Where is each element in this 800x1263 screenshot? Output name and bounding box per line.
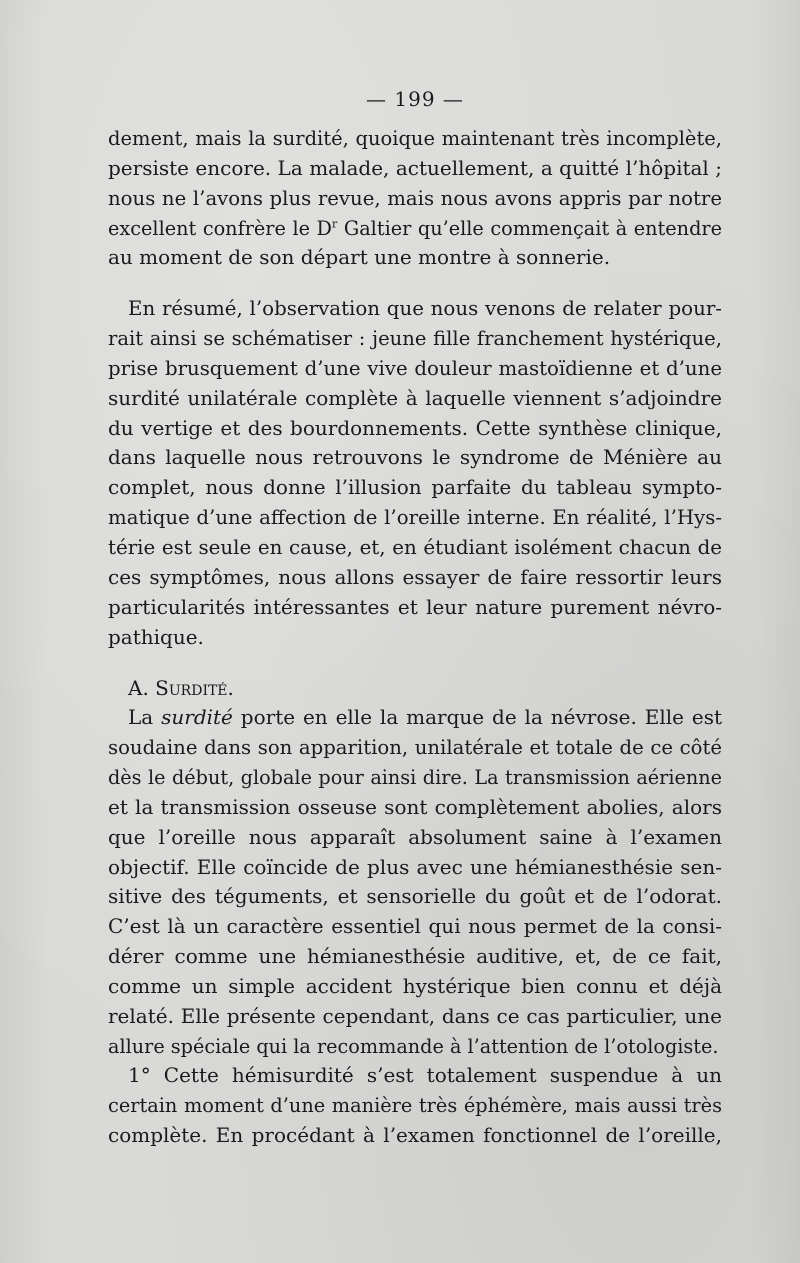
text-line: allure spéciale qui la recommande à l’attention de l’otologiste. [108,1034,719,1058]
text-line: particularités intéressantes et leur nature purement névro- [108,594,722,619]
text-line: C’est là un caractère essentiel qui nous permet de la consi- [108,914,722,939]
text-line: soudaine dans son apparition, unilatérale et totale de ce côté [108,736,722,760]
text-segment: Galtier qu’elle commençait à entendre [337,216,722,240]
text-line: En résumé, l’observation que nous venons de relater pour- [128,297,722,321]
text-line: prise brusquement d’une vive douleur mastoïdienne et d’une [108,356,722,380]
text-line: persiste encore. La malade, actuellement, a quitté l’hôpital ; [108,155,722,180]
text-line: et la transmission osseuse sont complètement abolies, alors [108,794,722,819]
paragraph-continuation [108,124,722,273]
text-line: ces symptômes, nous allons essayer de faire ressortir leurs [108,564,722,589]
paragraph-numbered [108,1061,722,1151]
superscript: r [332,217,338,231]
text-line: rait ainsi se schématiser : jeune fille franchement hystérique, [108,327,722,351]
text-line: térie est seule en cause, et, en étudiant isolément chacun de [108,535,722,559]
text-segment: excellent confrère le D [108,216,332,240]
text-line: relaté. Elle présente cependant, dans ce cas particulier, une [108,1003,722,1028]
text-line: 1° Cette hémisurdité s’est totalement suspendue à un [128,1063,722,1088]
text-line: surdité unilatérale complète à laquelle viennent s’adjoindre [108,385,722,410]
text-line [108,214,722,244]
text-line: dans laquelle nous retrouvons le syndrome de Ménière au [108,445,722,470]
paragraph-gap [108,652,722,673]
section-prefix: A. [128,676,149,701]
paragraph-gap [108,273,722,294]
text-segment: porte en elle la marque de la névrose. Elle est [232,705,722,730]
text-line: comme un simple accident hystérique bien connu et déjà [108,973,722,998]
text-segment: La [128,705,162,730]
text-line: pathique. [108,624,204,649]
section-title: Surdité. [155,676,234,701]
text-line: nous ne l’avons plus revue, mais nous avons appris par notre [108,186,722,210]
text-line: complète. En procédant à l’examen fonctionnel de l’oreille, [108,1123,722,1148]
text-line: matique d’une affection de l’oreille interne. En réalité, l’Hys- [108,506,722,530]
text-line: complet, nous donne l’illusion parfaite du tableau sympto- [108,475,722,500]
text-line: dès le début, globale pour ainsi dire. La transmission aérienne [108,766,722,790]
text-line: sitive des téguments, et sensorielle du goût et de l’odorat. [108,884,722,909]
text-line: objectif. Elle coïncide de plus avec une hémianesthésie sen- [108,854,722,879]
text-line: que l’oreille nous apparaît absolument saine à l’examen [108,824,722,849]
text-line: au moment de son départ une montre à sonnerie. [108,245,611,270]
paragraph-surdite [108,703,722,1061]
text-line [108,703,722,733]
text-line: dement, mais la surdité, quoique maintenant très incomplète, [108,127,722,150]
text-line: dérer comme une hémianesthésie auditive, et, de ce fait, [108,944,722,969]
italic-term: surdité [161,705,233,730]
book-page [108,84,722,1151]
page-number: — 199 — [366,87,464,111]
text-line: certain moment d’une manière très éphémère, mais aussi très [108,1094,722,1118]
section-heading [108,673,722,703]
text-line: du vertige et des bourdonnements. Cette synthèse clinique, [108,415,722,440]
paragraph-summary [108,294,722,652]
